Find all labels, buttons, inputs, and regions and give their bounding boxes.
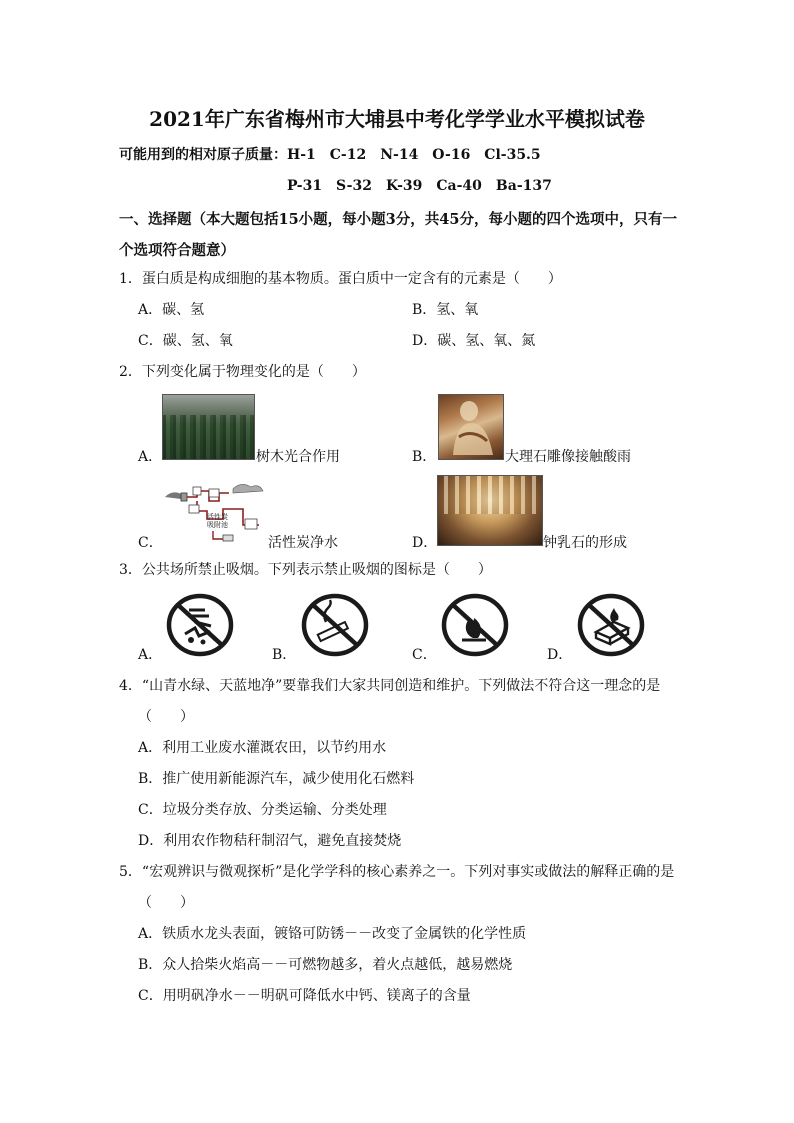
q2-option-a-text: 树木光合作用	[256, 449, 340, 465]
q2-option-d-text: 钟乳石的形成	[543, 535, 627, 551]
atomic-mass-values-1: H-1 C-12 N-14 O-16 Cl-35.5	[287, 147, 541, 163]
q3-sign-c	[440, 592, 510, 658]
q3-sign-a	[165, 592, 235, 658]
q2-stem: 2．下列变化属于物理变化的是（ ）	[119, 364, 366, 380]
water-purification-diagram	[163, 479, 267, 545]
q3-option-b: B．	[272, 647, 297, 663]
q1-option-a: A．碳、氢	[138, 302, 205, 318]
water-plant-flow-icon	[163, 479, 267, 545]
marble-statue-photo	[438, 394, 504, 460]
q4-stem: 4．“山青水绿、天蓝地净”要靠我们大家共同创造和维护。下列做法不符合这一理念的是	[119, 678, 661, 694]
q3-option-c: C．	[412, 647, 437, 663]
q3-sign-d	[576, 592, 646, 658]
q3-option-d: D．	[547, 647, 573, 663]
q1-option-c: C．碳、氢、氧	[138, 333, 233, 349]
no-flammable-materials-sign-icon	[576, 592, 646, 658]
q3-option-a: A．	[138, 647, 163, 663]
atomic-mass-values-2: P-31 S-32 K-39 Ca-40 Ba-137	[287, 178, 552, 194]
stalactite-cave-photo	[437, 475, 543, 546]
q5-option-c: C．用明矾净水－－明矾可降低水中钙、镁离子的含量	[138, 988, 471, 1004]
q5-stem: 5．“宏观辨识与微观探析”是化学学科的核心素养之一。下列对事实或做法的解释正确的是	[119, 864, 675, 880]
section-heading-line-2: 个选项符合题意）	[119, 242, 235, 259]
q1-option-b: B．氢、氧	[412, 302, 479, 318]
q2-option-a-letter: A．	[138, 449, 163, 465]
q2-option-b-text: 大理石雕像接触酸雨	[505, 449, 631, 465]
atomic-mass-line-1	[119, 146, 541, 164]
statue-figure-icon	[439, 395, 503, 459]
q2-option-b-letter: B．	[412, 449, 437, 465]
q2-option-d-letter: D．	[412, 535, 438, 551]
q2-option-c-text: 活性炭净水	[268, 535, 338, 551]
q1-stem: 1．蛋白质是构成细胞的基本物质。蛋白质中一定含有的元素是（ ）	[119, 271, 562, 287]
q3-sign-b	[300, 592, 370, 658]
q5-option-b: B．众人拾柴火焰高－－可燃物越多，着火点越低，越易燃烧	[138, 957, 513, 973]
no-littering-sign-icon	[165, 592, 235, 658]
q5-answer-paren: （ ）	[138, 895, 194, 911]
q4-option-c: C．垃圾分类存放、分类运输、分类处理	[138, 802, 387, 818]
q4-option-a: A．利用工业废水灌溉农田，以节约用水	[138, 740, 387, 756]
q1-option-d: D．碳、氢、氧、氮	[412, 333, 536, 349]
q2-option-c-letter: C．	[138, 535, 163, 551]
q4-option-d: D．利用农作物秸秆制沼气，避免直接焚烧	[138, 833, 402, 849]
atomic-mass-label: 可能用到的相对原子质量：	[119, 147, 287, 163]
q5-option-a: A．铁质水龙头表面，镀铬可防锈－－改变了金属铁的化学性质	[138, 926, 527, 942]
page-title: 2021年广东省梅州市大埔县中考化学学业水平模拟试卷	[149, 107, 645, 131]
q4-option-b: B．推广使用新能源汽车，减少使用化石燃料	[138, 771, 415, 787]
forest-photo	[162, 394, 255, 460]
q3-stem: 3．公共场所禁止吸烟。下列表示禁止吸烟的图标是（ ）	[119, 562, 492, 578]
section-heading-line-1: 一、选择题（本大题包括15小题，每小题3分，共45分，每小题的四个选项中，只有一	[119, 211, 677, 228]
diagram-label-activated-carbon: 活性炭	[207, 513, 228, 521]
q4-answer-paren: （ ）	[138, 709, 194, 725]
no-open-flame-sign-icon	[440, 592, 510, 658]
diagram-label-adsorption-tank: 吸附池	[207, 521, 228, 529]
no-smoking-sign-icon	[300, 592, 370, 658]
